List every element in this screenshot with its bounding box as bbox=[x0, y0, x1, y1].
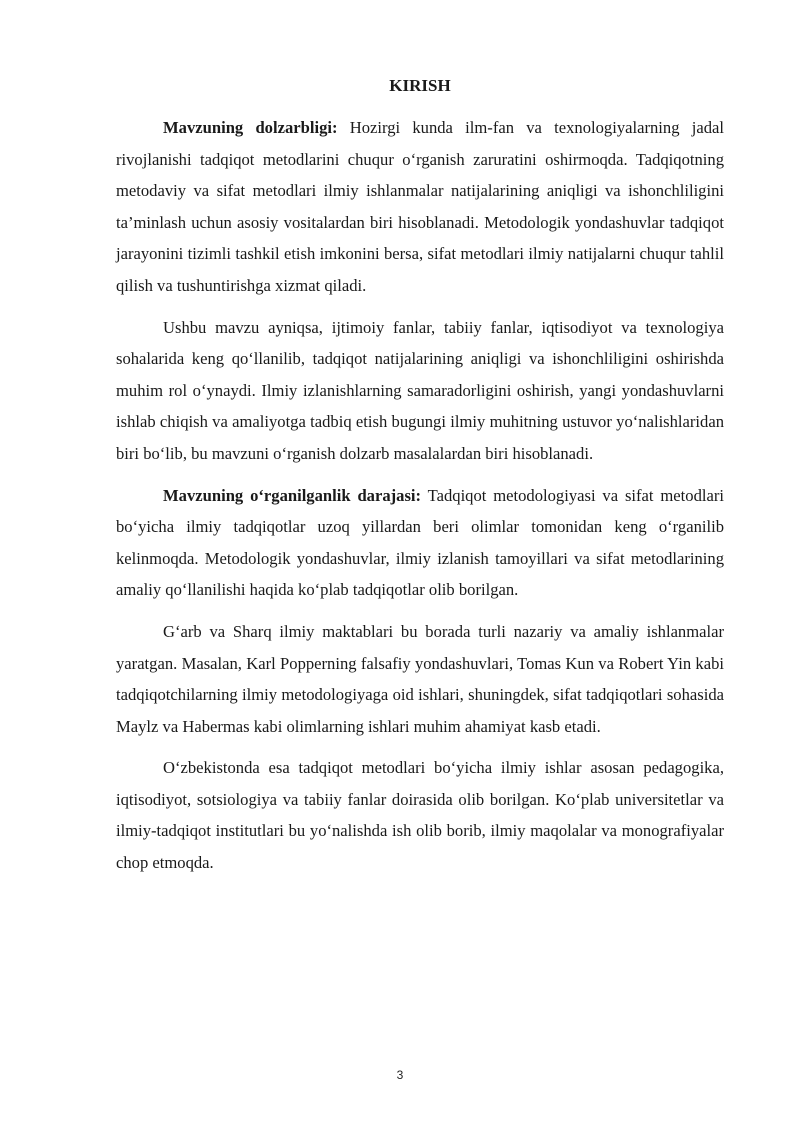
paragraph-lead: Mavzuning dolzarbligi: bbox=[163, 118, 338, 137]
paragraph-text: G‘arb va Sharq ilmiy maktablari bu borada turli nazariy va amaliy ishlanmalar yaratgan. Masalan, Karl Popperning falsafiy yondashuvlari, Tomas Kun va Robert Yin kabi tadqiqotchilarning ilmiy metodologiyaga oid ishlari, shuningdek, sifat tadqiqotlari sohasida Maylz va Habermas kabi olimlarning ishlari muhim ahamiyat kasb etadi. bbox=[116, 621, 724, 736]
paragraph-text: O‘zbekistonda esa tadqiqot metodlari bo‘yicha ilmiy ishlar asosan pedagogika, iqtisodiyot, sotsiologiya va tabiiy fanlar doirasida olib borilgan. Ko‘plab universitetlar va ilmiy-tadqiqot institutlari bu yo‘nalishda ish olib borib, ilmiy maqolalar va monografiyalar chop etmoqda. bbox=[116, 758, 724, 873]
paragraph-study-level bbox=[116, 480, 724, 606]
section-heading: KIRISH bbox=[389, 76, 451, 95]
paragraph-text: Ushbu mavzu ayniqsa, ijtimoiy fanlar, tabiiy fanlar, iqtisodiyot va texnologiya sohalarida keng qo‘llanilib, tadqiqot natijalarining aniqligi va ishonchliligini oshirishda muhim rol o‘ynaydi. Ilmiy izlanishlarning samaradorligini oshirish, yangi yondashuvlarni ishlab chiqish va amaliyotga tadbiq etish bugungi ilmiy muhitning ustuvor yo‘nalishlaridan biri bo‘lib, bu mavzuni o‘rganish dolzarb masalalardan biri hisoblanadi. bbox=[116, 317, 724, 463]
paragraph-text: Tadqiqot metodologiyasi va sifat metodlari bo‘yicha ilmiy tadqiqotlar uzoq yillardan beri olimlar tomonidan keng o‘rganilib kelinmoqda. Metodologik yondashuvlar, ilmiy izlanish tamoyillari va sifat metodlarining amaliy qo‘llanilishi haqida ko‘plab tadqiqotlar olib borilgan. bbox=[116, 485, 724, 600]
paragraph-scope bbox=[116, 312, 724, 470]
paragraph-lead: Mavzuning o‘rganilganlik darajasi: bbox=[163, 485, 422, 505]
paragraph-relevance bbox=[116, 112, 724, 302]
page-number: 3 bbox=[396, 1068, 404, 1082]
paragraph-text: Hozirgi kunda ilm-fan va texnologiyalarning jadal rivojlanishi tadqiqot metodlarini chuqur o‘rganish zaruratini oshirmoqda. Tadqiqotning metodaviy va sifat metodlari ilmiy ishlanmalar natijalarining aniqligi va ishonchliligini ta’minlash uchun asosiy vositalardan biri hisoblanadi. Metodologik yondashuvlar tadqiqot jarayonini tizimli tashkil etish imkonini bersa, sifat metodlari ilmiy natijalarni chuqur tahlil qilish va tushuntirishga xizmat qiladi. bbox=[116, 118, 724, 295]
paragraph-uzbekistan bbox=[116, 752, 724, 878]
paragraph-schools bbox=[116, 616, 724, 742]
document-page bbox=[116, 74, 724, 889]
